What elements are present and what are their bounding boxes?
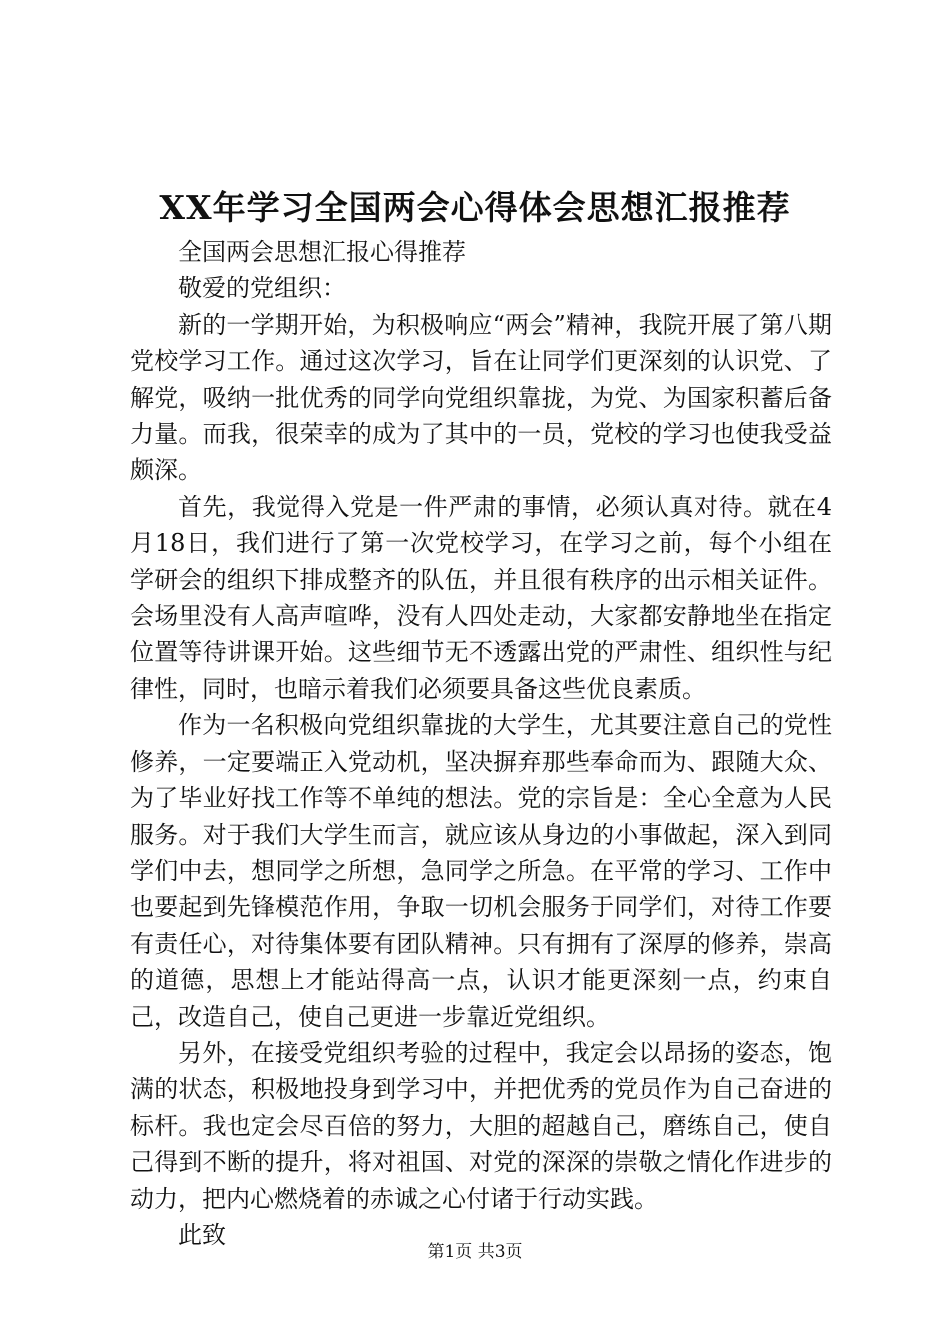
closing-line: 此致: [178, 1220, 226, 1249]
document-title: XX年学习全国两会心得体会思想汇报推荐: [159, 188, 791, 227]
page-number-footer: 第1页 共3页: [427, 1242, 523, 1262]
body-paragraph: 新的一学期开始，为积极响应“两会”精神，我院开展了第八期党校学习工作。通过这次学习，旨在让同学们更深刻的认识党、了解党，吸纳一批优秀的同学向党组织靠拢，为党、为国家积蓄后备力量。而我，很荣幸的成为了其中的一员，党校的学习也使我受益颇深。: [130, 310, 832, 485]
body-paragraph: 作为一名积极向党组织靠拢的大学生，尤其要注意自己的党性修养，一定要端正入党动机，坚决摒弃那些奉命而为、跟随大众、为了毕业好找工作等不单纯的想法。党的宗旨是：全心全意为人民服务。对于我们大学生而言，就应该从身边的小事做起，深入到同学们中去，想同学之所想，急同学之所急。在平常的学习、工作中也要起到先锋模范作用，争取一切机会服务于同学们，对待工作要有责任心，对待集体要有团队精神。只有拥有了深厚的修养，崇高的道德，思想上才能站得高一点，认识才能更深刻一点，约束自己，改造自己，使自己更进一步靠近党组织。: [130, 711, 832, 1031]
document-body: [130, 234, 832, 1253]
subtitle-line: 全国两会思想汇报心得推荐: [178, 238, 466, 266]
body-paragraph: 首先，我觉得入党是一件严肃的事情，必须认真对待。就在4月18日，我们进行了第一次党校学习，在学习之前，每个小组在学研会的组织下排成整齐的队伍，并且很有秩序的出示相关证件。会场里没有人高声喧哗，没有人四处走动，大家都安静地坐在指定位置等待讲课开始。这些细节无不透露出党的严肃性、组织性与纪律性，同时，也暗示着我们必须要具备这些优良素质。: [130, 492, 832, 703]
body-paragraph: 另外，在接受党组织考验的过程中，我定会以昂扬的姿态，饱满的状态，积极地投身到学习中，并把优秀的党员作为自己奋进的标杆。我也定会尽百倍的努力，大胆的超越自己，磨练自己，使自己得到不断的提升，将对祖国、对党的深深的崇敬之情化作进步的动力，把内心燃烧着的赤诚之心付诸于行动实践。: [130, 1038, 832, 1213]
salutation: 敬爱的党组织：: [178, 274, 346, 303]
